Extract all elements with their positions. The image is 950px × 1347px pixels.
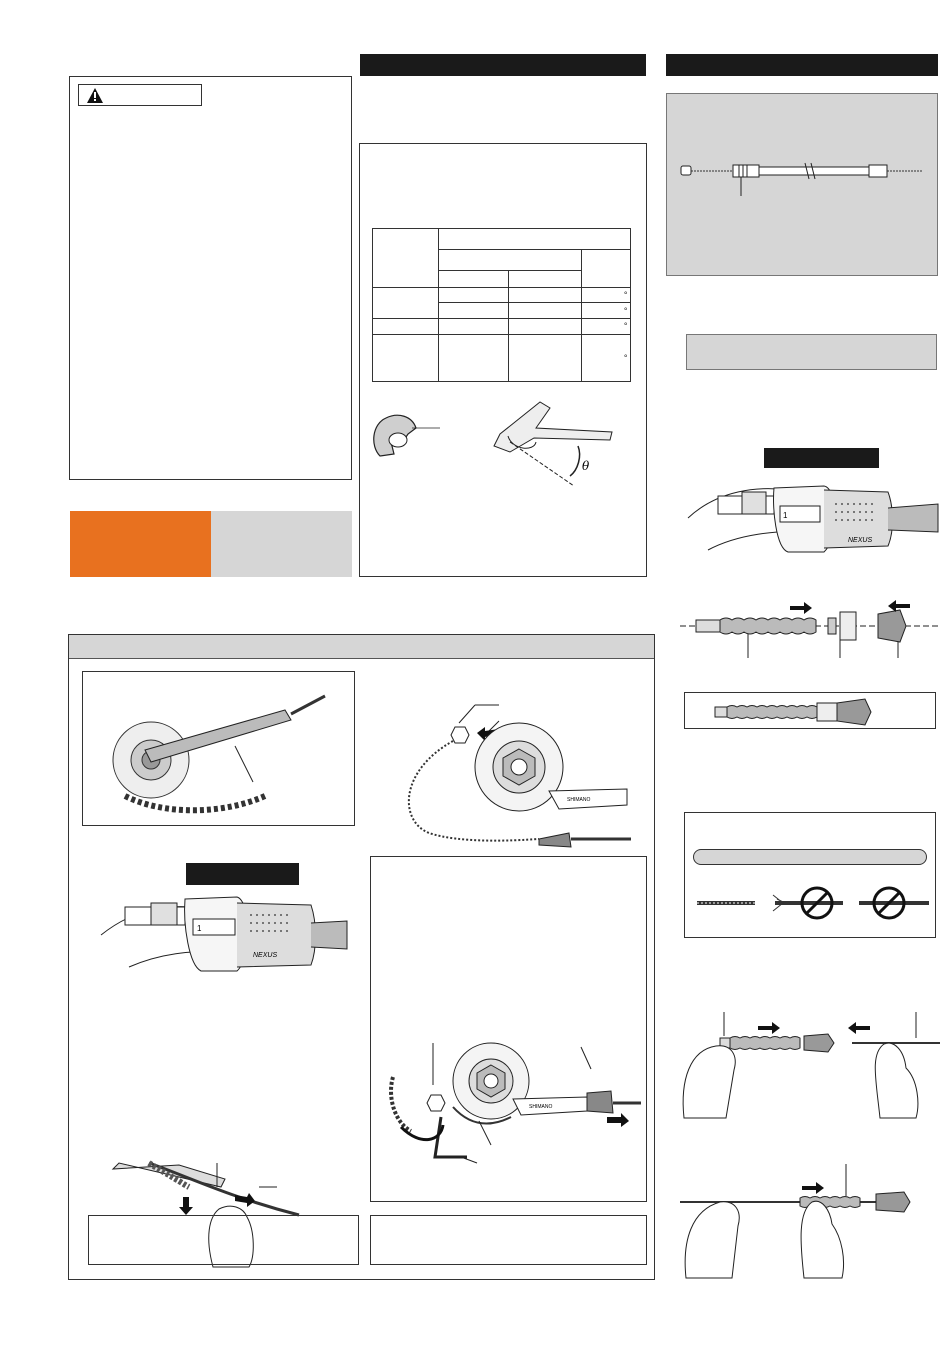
shifter-label-bar-right bbox=[764, 448, 879, 468]
warning-box bbox=[69, 76, 352, 480]
cable-diagram-panel bbox=[666, 93, 938, 276]
section-header-right bbox=[666, 54, 938, 76]
hub-adjust-box bbox=[370, 856, 647, 1202]
hub-photo-box bbox=[82, 671, 355, 826]
cable-end-rounded-bar bbox=[693, 849, 927, 865]
note-panel bbox=[686, 334, 937, 370]
shifter-gear-number-left: 1 bbox=[197, 924, 202, 933]
hub-adjust-illustration bbox=[381, 1037, 641, 1187]
hub-cable-connect-illustration bbox=[399, 701, 639, 861]
spec-box bbox=[359, 143, 647, 577]
hub-brand-text-top: SHIMANO bbox=[567, 797, 591, 803]
angle-theta-label: θ bbox=[582, 459, 590, 473]
hand-cable-cut-illustration bbox=[109, 1067, 339, 1217]
shifter-label-bar-left bbox=[186, 863, 299, 885]
shifter-model-text-left: NEXUS bbox=[253, 952, 278, 959]
assembled-cable-illustration bbox=[715, 697, 915, 725]
cable-assembly-exploded bbox=[680, 598, 940, 648]
spec-symbol-2: ° bbox=[623, 305, 628, 316]
cable-end-examples bbox=[693, 875, 933, 925]
assembled-cable-box bbox=[684, 692, 936, 729]
inner-cable-illustration bbox=[677, 160, 927, 220]
spec-symbol-1: ° bbox=[623, 290, 628, 301]
shifter-gear-number-right: 1 bbox=[783, 511, 788, 520]
hub-wrench-illustration bbox=[105, 686, 335, 816]
bottom-note-box-right bbox=[370, 1215, 647, 1265]
hands-assembly-illustration-2 bbox=[680, 1160, 940, 1280]
spec-symbol-3: ° bbox=[623, 321, 628, 332]
gray-banner bbox=[211, 511, 352, 577]
spec-symbol-4: ° bbox=[623, 352, 628, 363]
hands-assembly-illustration-1 bbox=[680, 1010, 940, 1120]
section-header-middle bbox=[360, 54, 646, 76]
shifter-model-text-right: NEXUS bbox=[848, 537, 873, 544]
installation-section bbox=[68, 634, 655, 1280]
cable-end-check-box bbox=[684, 812, 936, 938]
spec-table bbox=[372, 228, 631, 382]
shifter-illustration-right bbox=[688, 468, 938, 558]
installation-section-header bbox=[69, 635, 654, 659]
bottom-note-box-left bbox=[88, 1215, 359, 1265]
warning-triangle-icon bbox=[87, 88, 103, 103]
orange-banner bbox=[70, 511, 211, 577]
shifter-illustration-left bbox=[101, 885, 351, 975]
hub-brand-text-bottom: SHIMANO bbox=[529, 1104, 553, 1110]
warning-label-box bbox=[78, 84, 202, 106]
angle-illustration bbox=[490, 394, 620, 484]
clip-part-illustration bbox=[368, 406, 448, 476]
